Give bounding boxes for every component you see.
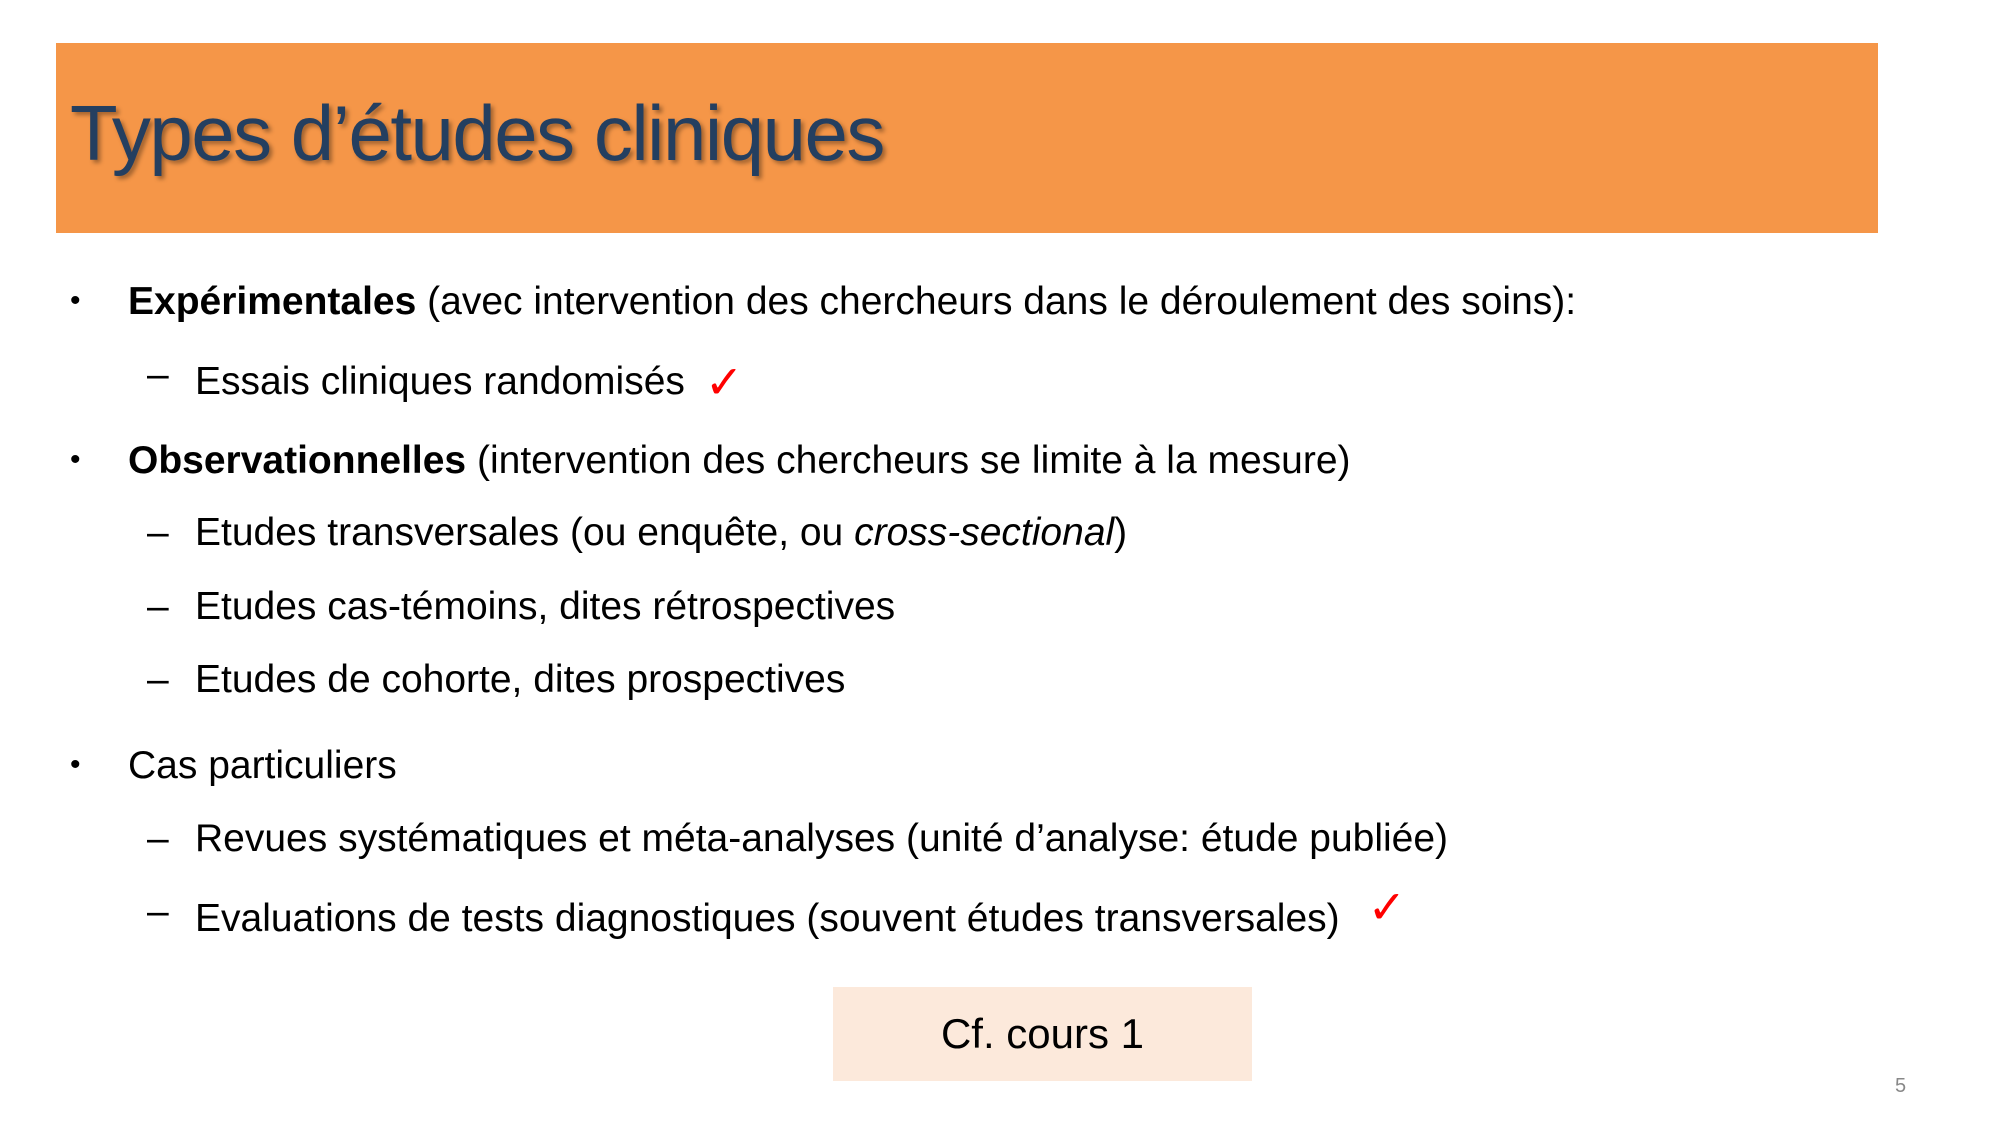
bullet-special-cases <box>70 744 397 787</box>
sub-item-text: Revues systématiques et méta-analyses (unité d’analyse: étude publiée) <box>195 817 1449 860</box>
dash-icon: – <box>147 511 169 554</box>
dash-icon: – <box>147 585 169 628</box>
bullet-icon: • <box>70 443 81 476</box>
callout-label: Cf. cours 1 <box>940 1010 1145 1057</box>
page-number: 5 <box>1895 1075 1907 1097</box>
dash-icon: – <box>147 353 169 396</box>
checkmark-icon: ✓ <box>1367 881 1407 933</box>
bullet-text: Cas particuliers <box>128 744 397 787</box>
bullet-text: (intervention des chercheurs se limite à la mesure) <box>466 439 1351 482</box>
bullet-bold: Expérimentales <box>128 280 417 323</box>
sub-item-rct <box>147 353 744 408</box>
sub-item-cohort <box>147 658 846 701</box>
sub-item-case-control <box>147 585 896 628</box>
sub-item-text: Etudes de cohorte, dites prospectives <box>195 658 846 701</box>
dash-icon: – <box>147 658 169 701</box>
sub-item-text: Etudes cas-témoins, dites rétrospectives <box>195 585 896 628</box>
callout-box <box>833 987 1252 1081</box>
checkmark-icon: ✓ <box>704 356 744 408</box>
sub-item-meta-analyses <box>147 817 1449 860</box>
sub-item-text-end: ) <box>1114 511 1128 554</box>
bullet-bold: Observationnelles <box>128 439 467 482</box>
bullet-text: (avec intervention des chercheurs dans le déroulement des soins): <box>416 280 1577 323</box>
sub-item-cross-sectional <box>147 511 1128 554</box>
sub-item-text: Evaluations de tests diagnostiques (souvent études transversales) <box>195 897 1340 940</box>
bullet-icon: • <box>70 748 81 781</box>
bullet-experimental <box>70 280 1577 323</box>
dash-icon: – <box>147 817 169 860</box>
sub-item-diagnostic-tests <box>147 881 1407 940</box>
slide-title: Types d’études cliniques <box>70 89 884 177</box>
sub-item-text: Essais cliniques randomisés <box>195 360 685 403</box>
sub-item-text: Etudes transversales (ou enquête, ou <box>195 511 855 554</box>
bullet-observational <box>70 439 1351 482</box>
dash-icon: – <box>147 890 169 933</box>
bullet-icon: • <box>70 284 81 317</box>
sub-item-italic: cross-sectional <box>854 511 1115 554</box>
